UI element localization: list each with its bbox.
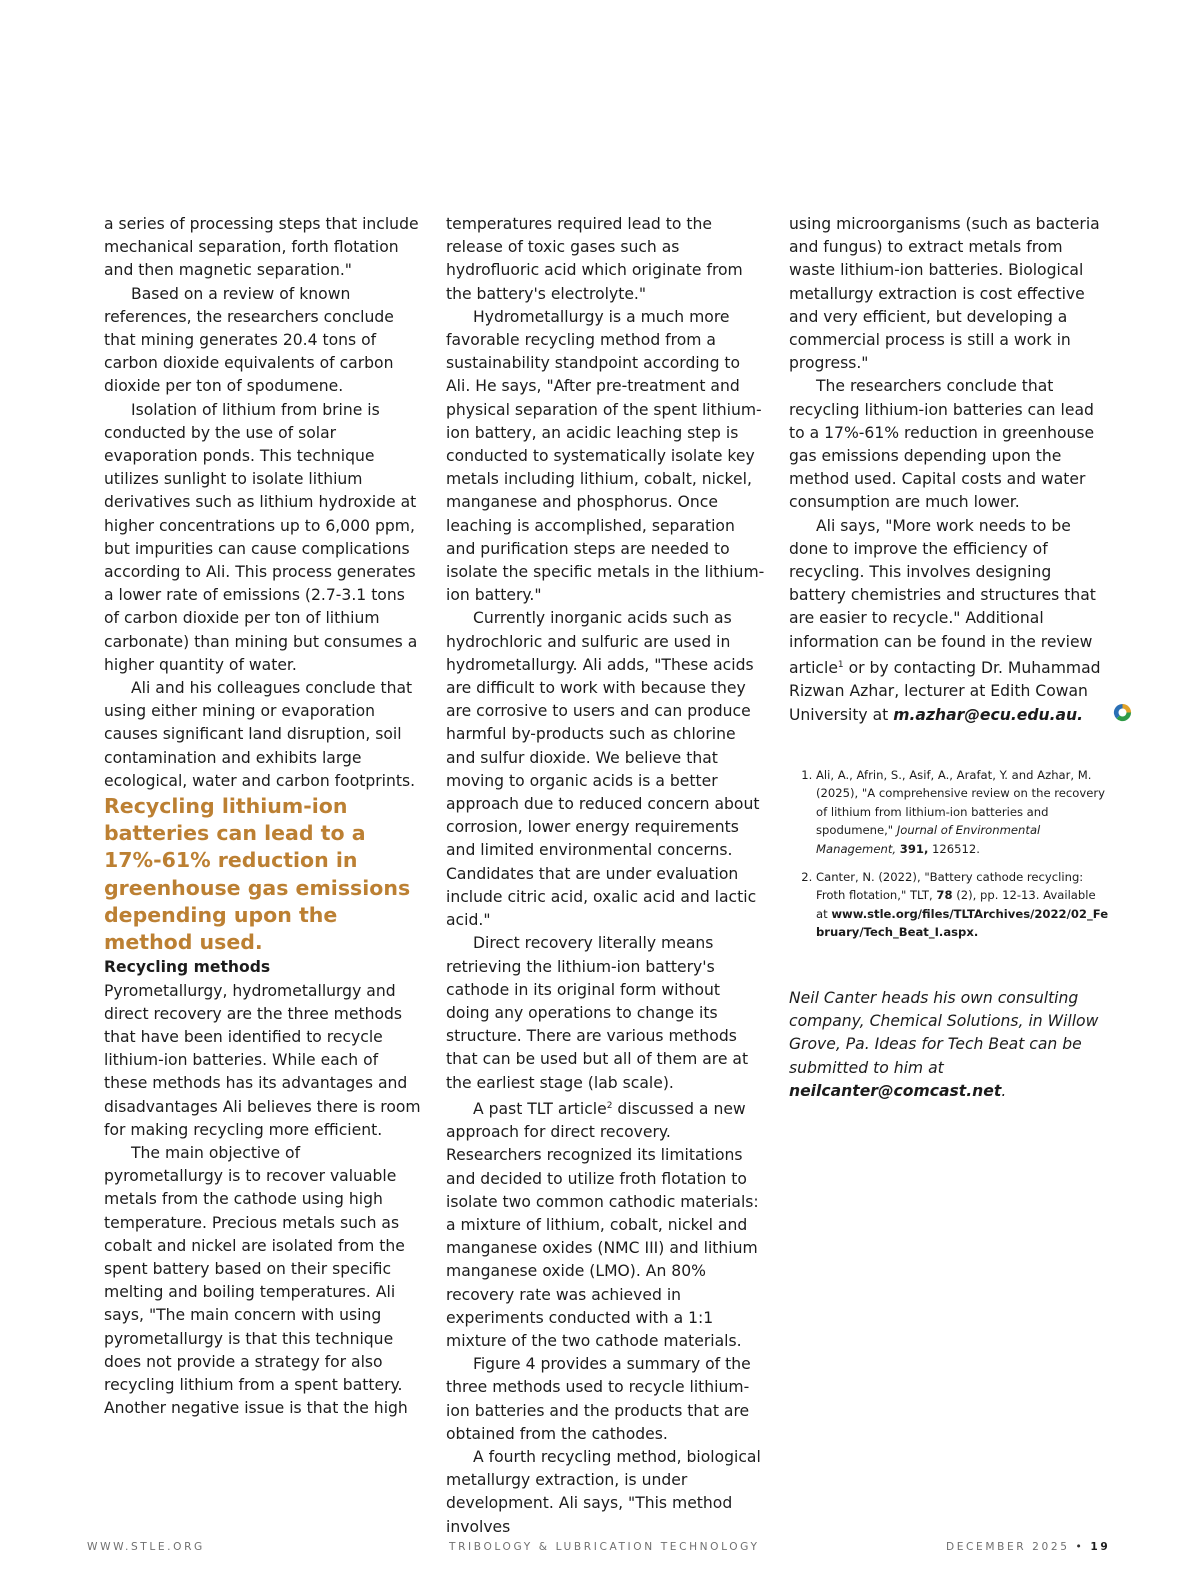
bio-text: . [1001, 1081, 1007, 1100]
section-subhead: Recycling methods [104, 958, 271, 977]
reference-text: (2), pp. 12-13. Available at [816, 888, 1096, 921]
bio-text: Neil Canter heads his own consulting company, Chemical Solutions, in Willow Grove, Pa. Ideas for Tech Beat can be submitted to him at [789, 989, 1099, 1077]
reference-journal: Journal of Environmental Management, [816, 823, 1041, 857]
column-2 [446, 213, 766, 1539]
pull-quote: Recycling lithium-ion batteries can lead to a 17%-61% reduction in greenhouse gas emissions depending upon the method used. [104, 794, 411, 955]
body-paragraph: The main objective of pyrometallurgy is to recover valuable metals from the cathode using high temperature. Precious metals such as cobalt and nickel are isolated from the spent battery based on their specific melting and boiling temperatures. Ali says, "The main concern with using pyrometallurgy is that this technique does not provide a strategy for also recycling lithium from a spent battery. Another negative issue is that the high [104, 1143, 408, 1418]
footer-separator: • [1075, 1541, 1085, 1553]
reference-volume: 78 [936, 888, 953, 903]
body-paragraph: temperatures required lead to the release of toxic gases such as hydrofluoric acid which originate from the battery's electrolyte." [446, 215, 743, 303]
reference-item [816, 766, 1109, 859]
body-paragraph: Direct recovery literally means retrieving the lithium-ion battery's cathode in its original form without doing any operations to change its structure. There are various methods that can be used but all of them are at the earliest stage (lab scale). [446, 934, 749, 1092]
body-text: discussed a new approach for direct recovery. Researchers recognized its limitations and decided to utilize froth flotation to isolate two common cathodic materials: a mixture of lithium, cobalt, nickel and manganese oxides (NMC III) and lithium manganese oxide (LMO). An 80% recovery rate was achieved in experiments conducted with a 1:1 mixture of the two cathode materials. [446, 1099, 759, 1350]
body-paragraph: a series of processing steps that include mechanical separation, forth flotation and then magnetic separation." [104, 215, 419, 280]
reference-volume: 391, [899, 842, 929, 857]
reference-text: Ali, A., Afrin, S., Asif, A., Arafat, Y. and Azhar, M. (2025), "A comprehensive review on the recovery of lithium from lithium-ion batteries and spodumene," [816, 767, 1106, 838]
footer-date-page [946, 1541, 1110, 1553]
body-paragraph: using microorganisms (such as bacteria and fungus) to extract metals from waste lithium-ion batteries. Biological metallurgy extraction is cost effective and very efficient, but developing a commercial process is still a work in progress." [789, 215, 1100, 373]
column-1 [104, 213, 424, 1420]
body-paragraph: Ali and his colleagues conclude that using either mining or evaporation causes significant land disruption, soil contamination and exhibits large ecological, water and carbon footprints. [104, 679, 416, 790]
footnote-marker: 2 [606, 1100, 613, 1111]
reference-item [816, 868, 1109, 942]
page-number: 19 [1090, 1541, 1111, 1553]
reference-text: Canter, N. (2022), "Battery cathode recycling: Froth flotation," TLT, [816, 869, 1084, 903]
body-paragraph: Based on a review of known references, the researchers conclude that mining generates 20.4 tons of carbon dioxide equivalents of carbon dioxide per ton of spodumene. [104, 284, 394, 396]
reference-url-link[interactable]: www.stle.org/files/TLTArchives/2022/02_February/Tech_Beat_I.aspx. [816, 906, 1109, 940]
footer-website[interactable]: WWW.STLE.ORG [87, 1541, 205, 1553]
body-paragraph: Figure 4 provides a summary of the three methods used to recycle lithium-ion batteries and the products that are obtained from the cathodes. [446, 1355, 751, 1443]
footnote-marker: 1 [837, 659, 844, 670]
column-3 [789, 213, 1109, 1103]
body-paragraph: Currently inorganic acids such as hydrochloric and sulfuric are used in hydrometallurgy. Ali adds, "These acids are difficult to work with because they are corrosive to users and can produce harmful by-products such as chlorine and sulfur dioxide. We believe that moving to organic acids is a better approach due to reduced concern about corrosion, lower energy requirements and limited environmental concerns. Candidates that are under evaluation include citric acid, oxalic acid and lactic acid." [446, 609, 760, 930]
footer-date: DECEMBER 2025 [946, 1541, 1070, 1553]
body-paragraph: Pyrometallurgy, hydrometallurgy and direct recovery are the three methods that have been identified to recycle lithium-ion batteries. While each of these methods has its advantages and disadvantages Ali believes there is room for making recycling more efficient. [104, 981, 421, 1139]
reference-list [789, 766, 1109, 942]
body-text: A past TLT article [473, 1099, 607, 1118]
body-paragraph: A fourth recycling method, biological metallurgy extraction, is under development. Ali says, "This method involves [446, 1447, 761, 1536]
stle-end-mark-icon [1086, 703, 1105, 722]
reference-text: 126512. [928, 842, 980, 857]
footer-publication: TRIBOLOGY & LUBRICATION TECHNOLOGY [449, 1541, 760, 1553]
contact-email-link[interactable]: m.azhar@ecu.edu.au. [893, 706, 1084, 725]
author-email-link[interactable]: neilcanter@comcast.net [789, 1081, 1002, 1100]
body-paragraph: Hydrometallurgy is a much more favorable recycling method from a sustainability standpoint according to Ali. He says, "After pre-treatment and physical separation of the spent lithium-ion battery, an acidic leaching step is conducted to systematically isolate key metals including lithium, cobalt, nickel, manganese and phosphorus. Once leaching is accomplished, separation and purification steps are needed to isolate the specific metals in the lithium-ion battery." [446, 307, 765, 605]
body-paragraph: The researchers conclude that recycling lithium-ion batteries can lead to a 17%-61% reduction in greenhouse gas emissions depending upon the method used. Capital costs and water consumption are much lower. [789, 377, 1095, 512]
body-text: or by contacting Dr. Muhammad Rizwan Azhar, lecturer at Edith Cowan University at [789, 659, 1101, 725]
body-paragraph [446, 1095, 766, 1353]
author-bio [789, 987, 1109, 1103]
body-paragraph: Isolation of lithium from brine is conducted by the use of solar evaporation ponds. This technique utilizes sunlight to isolate lithium derivatives such as lithium hydroxide at higher concentrations up to 6,000 ppm, but impurities can cause complications according to Ali. This process generates a lower rate of emissions (2.7-3.1 tons of carbon dioxide per ton of lithium carbonate) than mining but consumes a higher quantity of water. [104, 400, 418, 674]
body-paragraph [789, 515, 1109, 728]
body-text: Ali says, "More work needs to be done to improve the efficiency of recycling. This involves designing battery chemistries and structures that are easier to recycle." Additional information can be found in the review article [789, 516, 1096, 678]
